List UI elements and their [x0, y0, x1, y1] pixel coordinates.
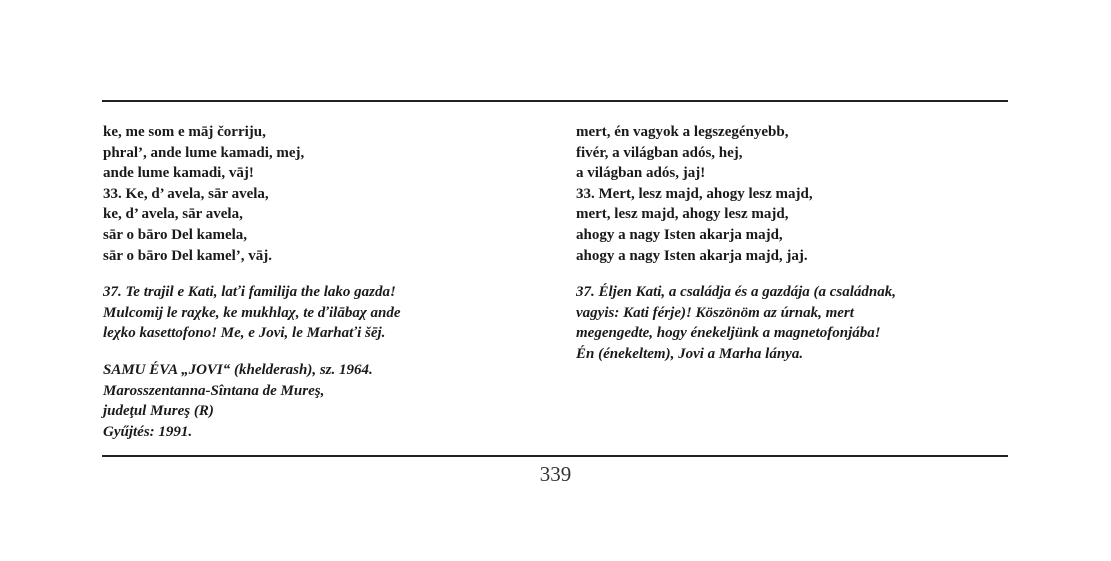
right-closing-speech [576, 282, 1016, 364]
verse-line: ke, d’ avela, sār avela, [103, 206, 243, 223]
verse-line: 33. Ke, d’ avela, sār avela, [103, 185, 269, 202]
verse-line: phral’, ande lume kamadi, mej, [103, 144, 305, 161]
closing-line: 37. Éljen Kati, a családja és a gazdája (a családnak, [576, 284, 897, 301]
source-line: judeţul Mureş (R) [103, 403, 214, 420]
right-column-hungarian [576, 122, 1016, 365]
source-attribution [103, 360, 543, 442]
closing-line: megengedte, hogy énekeljünk a magnetofonjába! [576, 325, 881, 342]
verse-line: mert, én vagyok a legszegényebb, [576, 124, 789, 140]
left-verse [103, 122, 543, 266]
right-verse [576, 122, 1016, 266]
verse-line: sār o bāro Del kamel’, vāj. [103, 247, 273, 264]
verse-line: ahogy a nagy Isten akarja majd, [576, 226, 783, 243]
verse-line: sār o bāro Del kamela, [103, 226, 248, 243]
source-line: Marosszentanna-Sîntana de Mureş, [103, 382, 325, 399]
verse-line: ke, me som e māj čorriju, [103, 124, 266, 140]
bottom-rule [102, 455, 1008, 457]
left-closing-speech [103, 282, 543, 344]
closing-line: Mulcomij le raχke, ke mukhlaχ, te ďilābaχ ande [103, 304, 401, 321]
top-rule [102, 100, 1008, 102]
closing-line: vagyis: Kati férje)! Köszönöm az úrnak, mert [576, 304, 854, 321]
page-number: 339 [539, 462, 572, 486]
left-column-romani [103, 122, 543, 442]
closing-line: 37. Te trajil e Kati, laťi familija the lako gazda! [103, 284, 396, 301]
source-line: SAMU ÉVA „JOVI“ (khelderash), sz. 1964. [103, 361, 373, 378]
verse-line: ande lume kamadi, vāj! [103, 165, 254, 182]
verse-line: 33. Mert, lesz majd, ahogy lesz majd, [576, 185, 813, 202]
verse-line: ahogy a nagy Isten akarja majd, jaj. [576, 247, 808, 264]
verse-line: fivér, a világban adós, hej, [576, 144, 743, 161]
verse-line: mert, lesz majd, ahogy lesz majd, [576, 206, 789, 223]
closing-line: leχko kasettofono! Me, e Jovi, le Marhaťi šēj. [103, 325, 386, 342]
closing-line: Én (énekeltem), Jovi a Marha lánya. [576, 345, 804, 362]
verse-line: a világban adós, jaj! [576, 165, 706, 182]
source-line: Gyűjtés: 1991. [103, 423, 193, 440]
